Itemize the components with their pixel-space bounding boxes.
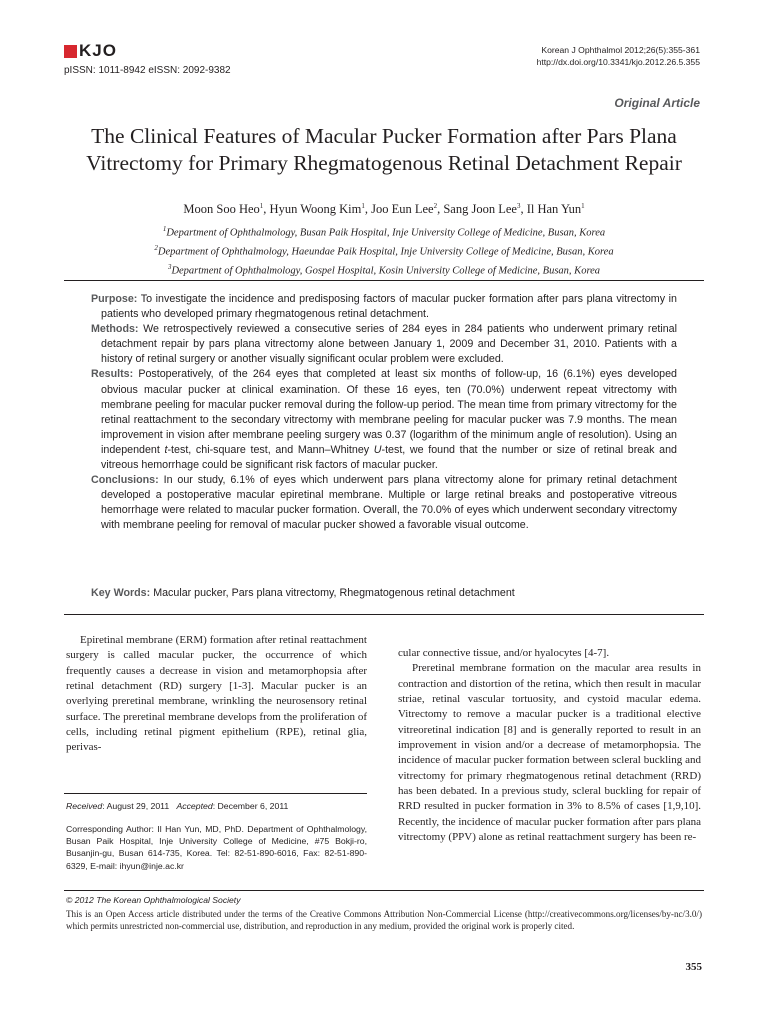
footnote-divider <box>64 793 367 794</box>
affiliation-list <box>40 222 728 279</box>
body-column-right <box>398 646 701 845</box>
body-paragraph: Preretinal membrane formation on the macular area results in contraction and distortion of the retina, which then result in macular striae, retinal vascular tortuosity, and cystoid macular edema. Vitrectomy to remove a macular pucker is a traditional elective vitreoretinal indication [8] and is generally reported to result in an improvement in vision and/or a decrease of metamorphopsia. The incidence of macular pucker formation between scleral buckling and vitrectomy for primary rhegmatogenous retinal detachment (RRD) has been debated. In a previous study, scleral buckling for repair of RRD resulted in pucker formation in 3% to 8.5% of cases [1,9,10]. Recently, the incidence of macular pucker formation after pars plana vitrectomy (PPV) alone as retinal reattachment surgery has been re- <box>398 662 701 844</box>
journal-reference <box>537 44 700 68</box>
title-line-2: Vitrectomy for Primary Rhegmatogenous Retinal Detachment Repair <box>86 151 682 175</box>
keywords <box>91 587 677 599</box>
header-divider <box>64 280 704 281</box>
citation: Korean J Ophthalmol 2012;26(5):355-361 <box>541 45 700 55</box>
corresponding-author: Corresponding Author: Il Han Yun, MD, PhD. Department of Ophthalmology, Busan Paik Hospital, Inje University College of Medicine, #75 Bokji-ro, Busanjin-gu, Busan 614-735, Korea. Tel: 82-51-890-6016, Fax: 82-51-890-6329, E-mail: ihyun@inje.ac.kr <box>66 824 367 871</box>
page-number: 355 <box>685 961 702 973</box>
abstract-results: Results: Postoperatively, of the 264 eyes that completed at least six months of follow-up, 16 (6.1%) eyes developed obvious macular pucker at clinical examination. Of these 16 eyes, ten (70.0%) underwent repeat vitrectomy with membrane peeling for macular pucker removal during the follow-up period. The mean time from primary vitrectomy for the retinal reattachment to the secondary vitrectomy with membrane peeling for macular pucker was 7.9 months. The mean improvement in vision after membrane peeling surgery was 0.37 (logarithm of the minimum angle of resolution). Using an independent t-test, chi-square test, and Mann–Whitney U-test, we found that the number or size of retinal break and vitreous hemorrhage could be significant risk factors of macular pucker. <box>91 368 678 472</box>
keywords-text: Macular pucker, Pars plana vitrectomy, Rhegmatogenous retinal detachment <box>153 587 515 599</box>
affiliation: $^2$Department of Ophthalmology, Haeundae Paik Hospital, Inje University College of Medicine, Busan, Korea <box>154 244 614 258</box>
logo-mark-icon <box>64 45 77 58</box>
affiliation: $^3$Department of Ophthalmology, Gospel Hospital, Kosin University College of Medicine, Busan, Korea <box>167 263 601 277</box>
license-text: This is an Open Access article distributed under the terms of the Creative Commons Attribution Non-Commercial License (http://creativecommons.org/licenses/by-nc/3.0/) which permits unrestricted non-commercial use, distribution, and reproduction in any medium, provided the original work is properly cited. <box>66 909 702 932</box>
author: Il Han Yun$^1$ <box>526 202 585 217</box>
title-line-1: The Clinical Features of Macular Pucker Formation after Pars Plana <box>91 124 677 148</box>
author: Sang Joon Lee$^3$, <box>443 202 527 217</box>
abstract-conclusions: Conclusions: In our study, 6.1% of eyes which underwent pars plana vitrectomy alone for primary retinal detachment developed a postoperative macular epiretinal membrane. Multiple or large retinal breaks and postoperative vitreous hemorrhage were related to macular pucker formation. Overall, the 70.0% of eyes which underwent secondary vitrectomy with membrane peeling for removal of macular pucker showed a favorable visual outcome. <box>91 474 677 532</box>
abstract <box>91 292 677 534</box>
received-accepted: Received: August 29, 2011 Accepted: December 6, 2011 <box>66 801 289 811</box>
paper-title <box>40 123 728 177</box>
body-column-left <box>66 633 367 756</box>
copyright-line: © 2012 The Korean Ophthalmological Society <box>66 895 241 905</box>
journal-logo <box>64 43 117 59</box>
abstract-purpose: Purpose: To investigate the incidence and predisposing factors of macular pucker formation after pars plana vitrectomy in patients who developed primary rhegmatogenous retinal detachment. <box>91 293 677 321</box>
abstract-methods: Methods: We retrospectively reviewed a consecutive series of 284 eyes in 284 patients who underwent primary retinal detachment repair by pars plana vitrectomy alone between January 1, 2009 and December 31, 2010. Patients with a history of retinal surgery or another visually significant ocular problem were excluded. <box>91 323 677 366</box>
author-list <box>40 202 728 217</box>
doi-link[interactable]: http://dx.doi.org/10.3341/kjo.2012.26.5.355 <box>536 57 700 67</box>
author: Hyun Woong Kim$^1$, <box>269 202 372 217</box>
article-type: Original Article <box>614 96 700 110</box>
license-divider <box>64 890 704 891</box>
body-paragraph: cular connective tissue, and/or hyalocytes [4-7]. <box>398 647 610 659</box>
body-paragraph: Epiretinal membrane (ERM) formation after retinal reattachment surgery is called macular pucker, the occurrence of which frequently causes a decrease in vision and metamorphopsia after retinal detachment (RD) surgery [1-3]. Macular pucker is an overlying preretinal membrane, wrinkling the neurosensory retinal surface. The preretinal membrane develops from the proliferation of cells, including retinal pigment epithelium (RPE), retinal glia, perivas- <box>66 634 367 754</box>
logo-text: KJO <box>79 41 117 60</box>
issn-line: pISSN: 1011-8942 eISSN: 2092-9382 <box>64 65 231 76</box>
keywords-label: Key Words: <box>91 587 151 599</box>
abstract-divider <box>64 614 704 615</box>
author: Moon Soo Heo$^1$, <box>183 202 270 217</box>
affiliation: $^1$Department of Ophthalmology, Busan Paik Hospital, Inje University College of Medicine, Busan, Korea <box>162 225 606 239</box>
author: Joo Eun Lee$^2$, <box>371 202 444 217</box>
